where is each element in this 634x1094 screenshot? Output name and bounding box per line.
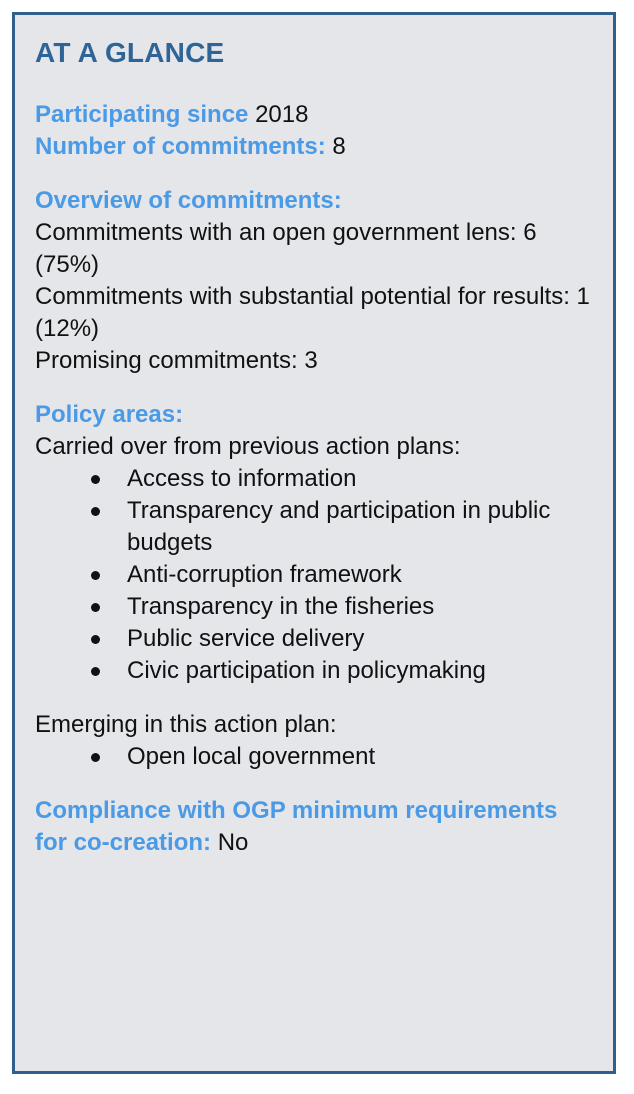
compliance-label: Compliance with OGP minimum requirements for co-creation: — [35, 797, 558, 856]
number-of-commitments-label: Number of commitments: — [35, 133, 326, 160]
number-of-commitments-value: 8 — [332, 133, 346, 160]
list-item: Civic participation in policymaking — [91, 655, 593, 687]
list-item: Public service delivery — [91, 623, 593, 655]
box-title: AT A GLANCE — [35, 37, 225, 68]
list-item: Anti-corruption framework — [91, 559, 593, 591]
emerging-list — [35, 741, 593, 773]
overview-line-substantial-potential: Commitments with substantial potential for results: 1 (12%) — [35, 283, 590, 342]
carried-over-label: Carried over from previous action plans: — [35, 433, 461, 460]
emerging-label: Emerging in this action plan: — [35, 711, 337, 738]
list-item: Transparency in the fisheries — [91, 591, 593, 623]
compliance-value: No — [217, 829, 249, 856]
list-item: Open local government — [91, 741, 593, 773]
overview-line-promising: Promising commitments: 3 — [35, 347, 318, 374]
participating-since-label: Participating since — [35, 101, 249, 128]
carried-over-list — [35, 463, 593, 687]
policy-areas-label: Policy areas: — [35, 401, 184, 428]
number-of-commitments-line — [35, 131, 593, 163]
compliance-line — [35, 795, 593, 859]
participating-since-line — [35, 99, 593, 131]
at-a-glance-box — [12, 12, 616, 1074]
list-item: Access to information — [91, 463, 593, 495]
participating-since-value: 2018 — [255, 101, 309, 128]
list-item: Transparency and participation in public budgets — [91, 495, 593, 559]
overview-line-open-gov-lens: Commitments with an open government lens: 6 (75%) — [35, 219, 537, 278]
overview-label: Overview of commitments: — [35, 187, 342, 214]
